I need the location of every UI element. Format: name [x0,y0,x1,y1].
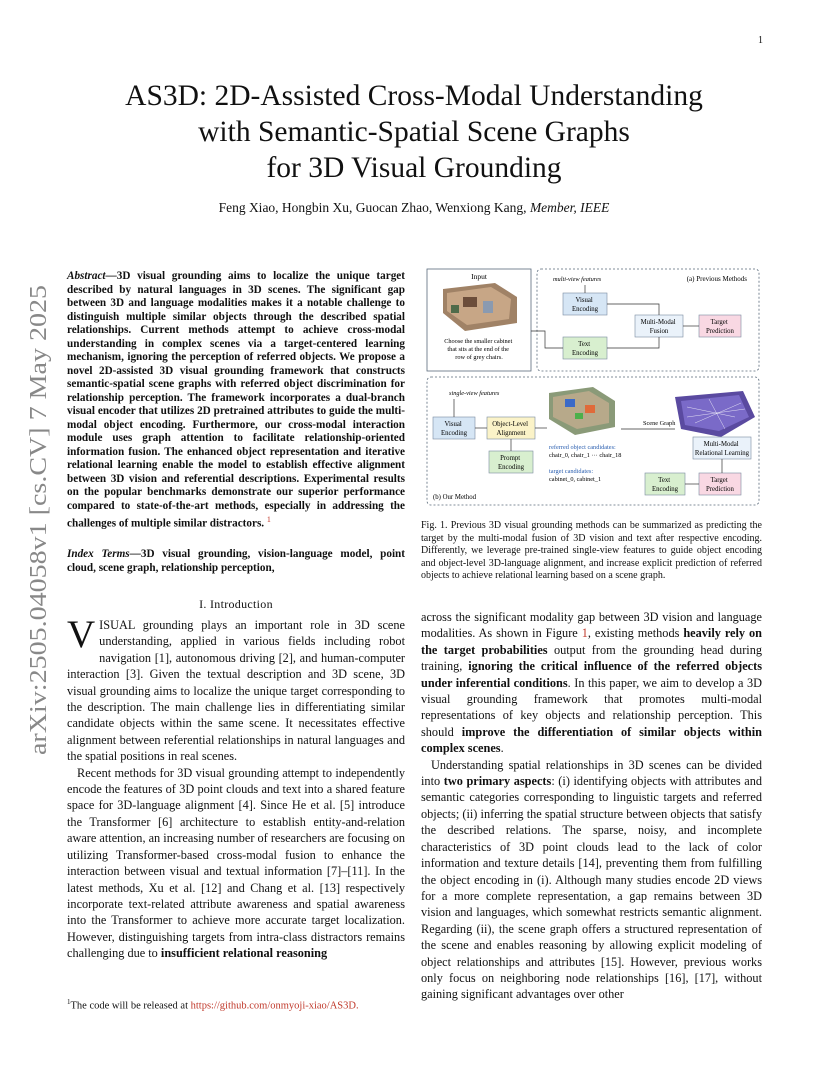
abstract [67,270,405,531]
right-paragraph-1: across the significant modality gap between 3D vision and language modalities. As shown in Figure 1, existing methods heavily rely on the target probabilities output from the grounding head during training, ignoring the critical influence of the referred objects under inferential conditions. In this paper, we aim to develop a 3D visual grounding framework that promotes multi-modal representations of key objects and relationship perception. This should improve the differentiation of similar objects within complex scenes. [421,610,763,756]
input-label: Input [471,272,487,281]
right-p1-c: output from the grounding head during training, [421,642,763,674]
arxiv-stamp [10,285,60,765]
right-p1-d: . In this paper, we aim to develop a 3D visual grounding framework that promotes multi-modal representations of key objects and relationship perception. This should [421,675,762,739]
referred-label: referred object candidates: [549,444,616,451]
dropcap: V [67,613,96,656]
right-p2-a: Understanding spatial relationships in 3D scenes can be divided into [421,757,762,789]
author-list [60,200,768,216]
target-cand-values: cabinet_0, cabinet_1 [549,476,602,483]
figure-1 [425,267,761,507]
introduction-right-column [421,609,762,1003]
target-prediction-text-a: Target Prediction [706,319,734,335]
intro-p1-text: ISUAL grounding plays an important role in 3D scene understanding, applied in various fields including robot navigation [1], autonomous driving [2], and human-computer interaction [3]. Given the textual description and 3D scene, 3D visual grounding aims to localize the unique target corresponding to the description. The main challenge lies in differentiating similar candidate objects within the same scene. It necessitates effective alignment between referential relationships in natural languages and the spatial positions in real scenes. [67,618,405,764]
input-caption: Choose the smaller cabinet that sits at the end of the row of grey chairs. [444,338,513,361]
referred-values: chair_0, chair_1 ··· chair_18 [549,452,622,459]
intro-p2-text: Recent methods for 3D visual grounding attempt to independently encode the features of 3D point clouds and text into a shared feature space for 3D-language alignment [4]. Since He et al. [5] introduce the Transformer [6] architecture to establish entity-and-relation aware attention, an increasing number of researchers are focusing on utilizing Transformer-based cross-modal fusion to enhance the interaction between visual and textual information [7]–[11]. In the latest methods, Xu et al. [12] and Chang et al. [13] respectively incorporate text-related attribute awareness and spatial awareness into the Transformer to achieve more accurate target localization. However, distinguishing targets from intra-class distractors remains challenging due to [67,765,406,961]
footnote: $^1$The code will be released at https://github.com/onmyoji-xiao/AS3D. [67,998,359,1012]
multi-view-label: multi-view features [553,276,602,283]
text-encoding-text: Text Encoding [571,341,599,357]
intro-paragraph-1 [67,613,405,765]
introduction-left-column [67,613,406,962]
visual-encoding-text-b: Visual Encoding [440,421,468,437]
right-p1-bold3: improve the differentiation of similar objects within complex scenes [421,724,762,756]
right-p2-b: : (i) identifying objects with attributes and semantic categories corresponding to linguistic targets and referred objects; (ii) inferring the spatial structure between objects that satisfy the described relations. The sparse, noisy, and incomplete characteristics of 3D point clouds lead to the lack of color information and texture details [14], preventing them from fulfilling the object encoding in (i). Although many studies encode 2D views for a more complete representation, a gap remains between 3D vision and languages, which somewhat restricts semantic alignment. Regarding (ii), the scene graph offers a structured representation of the scene and enables reasoning by allowing explicit modeling of object relationships and attributes [15]. However, previous works only focus on neighboring node relationships [16], [17], without gaining significant advantages over other [421,774,763,1002]
scene-graph-label: Scene Graph [643,420,676,427]
authors-names: Feng Xiao, Hongbin Xu, Guocan Zhao, Wenxiong Kang, [218,200,527,215]
mm-relational-text: Multi-Modal Relational Learning [694,441,750,457]
abstract-footnote-mark[interactable]: 1 [266,515,271,524]
title-line-1: AS3D: 2D-Assisted Cross-Modal Understanding [125,80,703,112]
prompt-encoding-text: Prompt Encoding [497,455,525,471]
abstract-text: —3D visual grounding aims to localize the unique target described by natural languages in 3D scenes. The significant gap between 3D and language modalities makes it a notable challenge to distinguish multiple similar objects through the described spatial relationships. Current methods attempt to achieve cross-modal understanding in complex scenes via a target-centered learning mechanism, ignoring the perception of referred objects. We propose a novel 2D-assisted 3D visual grounding framework that constructs semantic-spatial scene graphs with referred object discrimination for relationship perception. The framework incorporates a dual-branch visual encoder that utilizes 2D pretrained attributes to guide the multi-modal object encoding. Furthermore, our cross-modal interaction module uses graph attention to facilitate relationship-oriented information fusion. The enhanced object representation and iterative relational learning enable the model to establish effective alignment between 3D vision and referential descriptions. Experimental results on the popular benchmarks demonstrate our superior performance compared to state-of-the-art methods, especially in addressing the challenges of multiple similar distractors. [67,270,405,530]
right-paragraph-2 [421,757,762,1003]
arxiv-stamp-text: arXiv:2505.04058v1 [cs.CV] 7 May 2025 [26,352,52,755]
scene-graph-thumbnail [675,391,755,437]
index-terms [67,548,405,575]
footnote-text: The code will be released at [70,1000,188,1012]
title-line-3: for 3D Visual Grounding [266,152,562,184]
mm-fusion-text: Multi-Modal Fusion [640,319,676,335]
section-heading: I. Introduction [199,597,273,611]
scene-thumbnail-top [443,283,517,331]
title-line-2: with Semantic-Spatial Scene Graphs [198,116,630,148]
prev-methods-label: (a) Previous Methods [686,275,747,283]
single-view-label: single-view features [449,390,500,397]
right-p1-bold2: ignoring the critical influence of the referred objects under inferential conditions [421,659,763,690]
target-prediction-text-b: Target Prediction [706,477,734,493]
scene-thumbnail-mid [549,387,615,435]
right-p1-b: , existing methods [587,626,680,641]
right-p2-bold: two primary aspects [443,774,552,789]
paper-title [60,78,768,186]
visual-encoding-text: Visual Encoding [571,297,599,313]
figure-caption: Fig. 1. Previous 3D visual grounding methods can be summarized as predicting the target by the multi-modal fusion of 3D vision and text after respective encoding. Differently, we leverage pre-trained single-view features to guide object encoding and object-level 3D-language alignment, and increase explicit prediction of referred objects to achieve relational learning based on a scene graph. [421,520,762,581]
index-terms-text: —3D visual grounding, vision-language model, point cloud, scene graph, relationship perception, [67,548,405,574]
authors-membership: Member, IEEE [529,200,610,215]
abstract-lead: Abstract [67,270,106,282]
page-number: 1 [758,35,763,46]
target-cand-label: target candidates: [549,468,594,475]
right-p1-a: across the significant modality gap between 3D vision and language modalities. As shown in Figure [421,610,762,641]
index-terms-lead: Index Terms [67,548,130,560]
figure-ref[interactable]: 1 [581,626,588,641]
our-method-label: (b) Our Method [433,494,477,501]
intro-paragraph-2 [67,765,405,962]
footnote-link[interactable]: https://github.com/onmyoji-xiao/AS3D. [190,1000,359,1012]
object-alignment-text: Object-Level Alignment [492,421,529,437]
text-encoding-text-b: Text Encoding [651,477,679,493]
right-p1-bold1: heavily rely on the target probabilities [421,626,762,657]
intro-p2-bold: insufficient relational reasoning [160,946,328,961]
